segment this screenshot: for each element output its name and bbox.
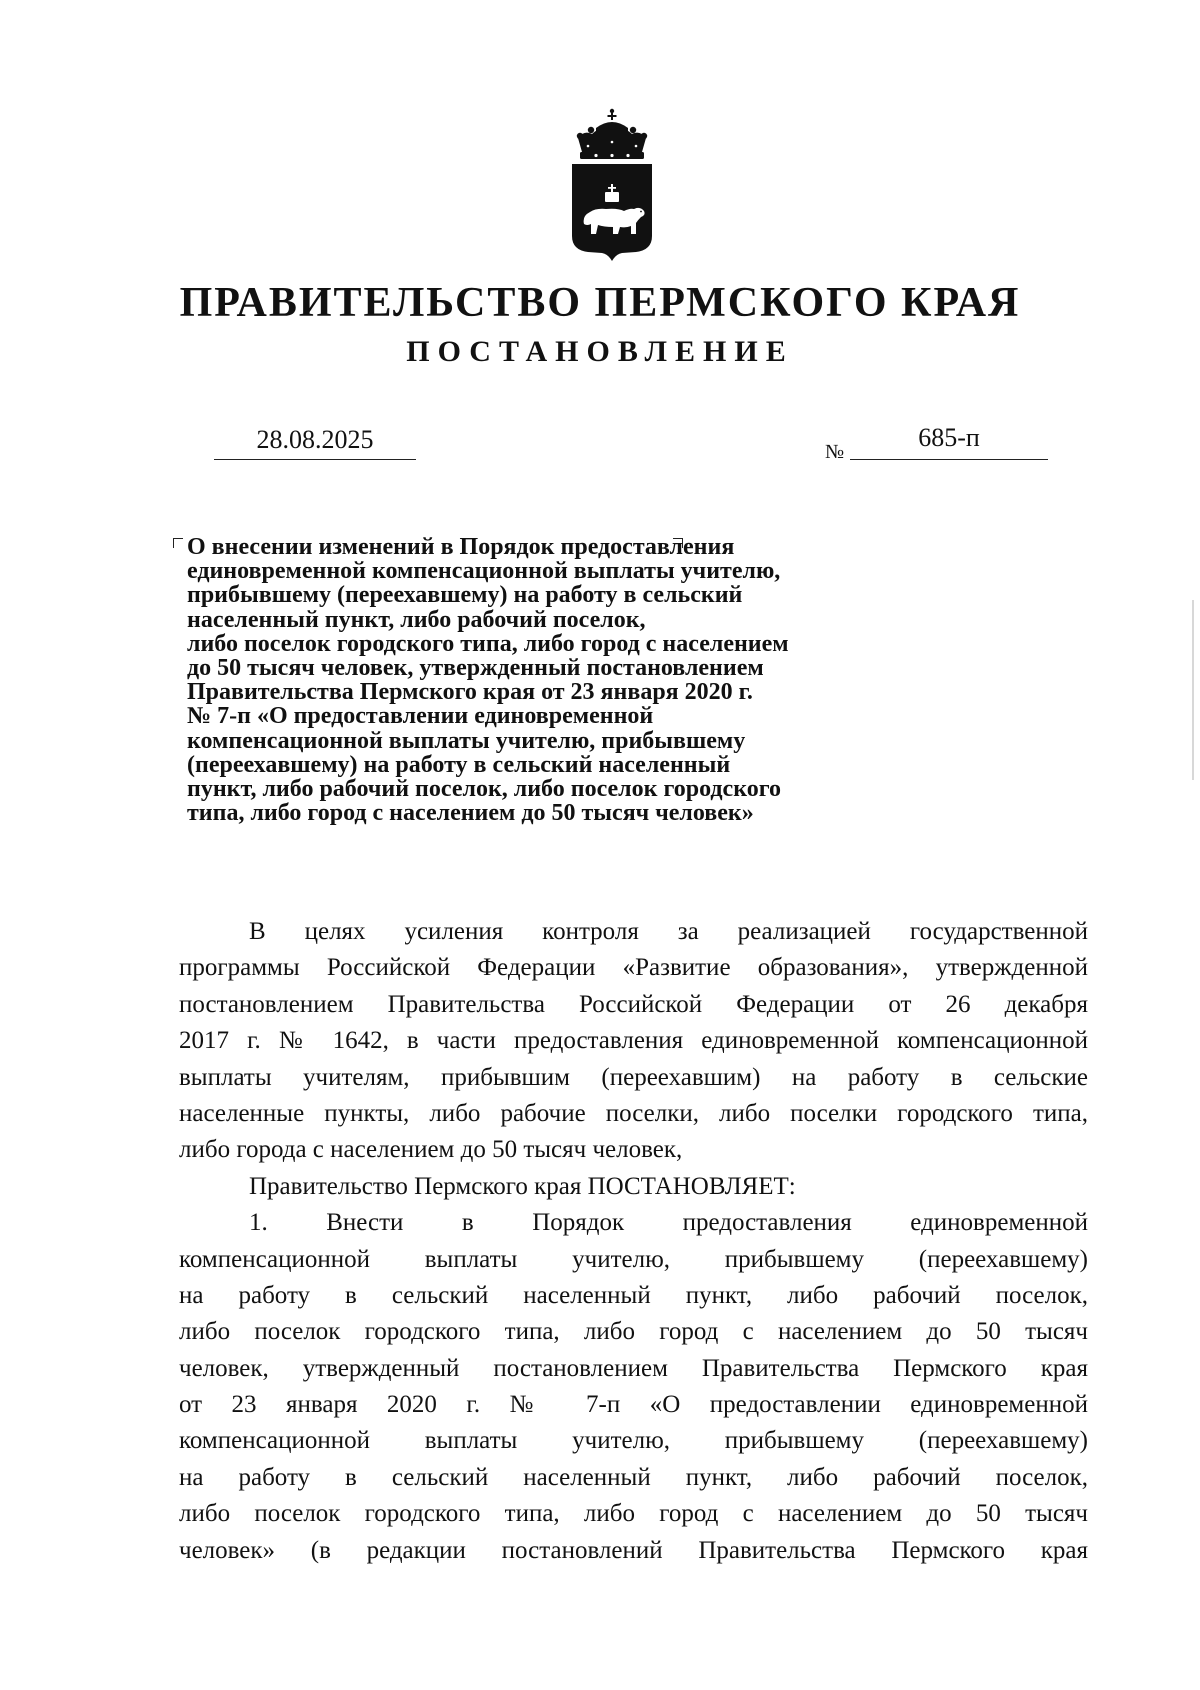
body-line: человек» (в редакции постановлений Правительства Пермского края — [179, 1536, 1088, 1564]
perm-krai-coat-of-arms-icon — [566, 108, 658, 262]
body-line: 2017 г. № 1642, в части предоставления единовременной компенсационной — [179, 1027, 1088, 1055]
document-type: ПОСТАНОВЛЕНИЕ — [406, 335, 794, 368]
subject-line: до 50 тысяч человек, утвержденный постановлением — [187, 655, 764, 682]
document-subject — [187, 535, 927, 825]
subject-line: компенсационной выплаты учителю, прибывшему — [187, 727, 746, 754]
body-line: человек, утвержденный постановлением Правительства Пермского края — [179, 1354, 1088, 1382]
body-line: компенсационной выплаты учителю, прибывшему (переехавшему) — [179, 1427, 1088, 1455]
document-body — [179, 914, 1088, 1569]
subject-bracket-left — [173, 538, 183, 548]
document-date: 28.08.2025 — [214, 425, 416, 460]
body-line: на работу в сельский населенный пункт, либо рабочий поселок, — [179, 1463, 1088, 1491]
number-label: № — [825, 441, 845, 463]
subject-line: населенный пункт, либо рабочий поселок, — [187, 606, 646, 633]
subject-line: № 7-п «О предоставлении единовременной — [187, 703, 654, 730]
subject-line: О внесении изменений в Порядок предоставления — [187, 534, 735, 560]
subject-line: типа, либо город с населением до 50 тысяч человек» — [187, 800, 754, 827]
body-line: выплаты учителям, прибывшим (переехавшим) на работу в сельские — [179, 1063, 1088, 1091]
body-line: либо поселок городского типа, либо город с населением до 50 тысяч — [179, 1500, 1088, 1528]
body-line: компенсационной выплаты учителю, прибывшему (переехавшему) — [179, 1245, 1088, 1273]
body-line: на работу в сельский населенный пункт, либо рабочий поселок, — [179, 1281, 1088, 1309]
scan-edge-mark — [1192, 600, 1194, 780]
subject-line: (переехавшему) на работу в сельский населенный — [187, 751, 731, 778]
subject-line: либо поселок городского типа, либо город с населением — [187, 630, 789, 657]
body-line: от 23 января 2020 г. № 7-п «О предоставлении единовременной — [179, 1391, 1088, 1419]
body-line: либо города с населением до 50 тысяч человек, — [179, 1136, 683, 1164]
subject-line: пункт, либо рабочий поселок, либо поселок городского — [187, 776, 782, 803]
body-line: 1. Внести в Порядок предоставления единовременной — [249, 1209, 1088, 1237]
subject-line: прибывшему (переехавшему) на работу в сельский — [187, 582, 743, 609]
body-line: населенные пункты, либо рабочие поселки, либо поселки городского типа, — [179, 1099, 1088, 1127]
government-name: ПРАВИТЕЛЬСТВО ПЕРМСКОГО КРАЯ — [179, 280, 1021, 326]
body-line: программы Российской Федерации «Развитие образования», утвержденной — [179, 954, 1088, 982]
body-line: В целях усиления контроля за реализацией государственной — [249, 918, 1088, 945]
subject-line: Правительства Пермского края от 23 января 2020 г. — [187, 679, 753, 706]
body-line: либо поселок городского типа, либо город с населением до 50 тысяч — [179, 1318, 1088, 1346]
subject-line: единовременной компенсационной выплаты учителю, — [187, 558, 781, 585]
body-line: Правительство Пермского края ПОСТАНОВЛЯЕТ: — [249, 1172, 796, 1200]
body-line: постановлением Правительства Российской Федерации от 26 декабря — [179, 990, 1088, 1018]
document-number: 685-п — [850, 423, 1048, 460]
